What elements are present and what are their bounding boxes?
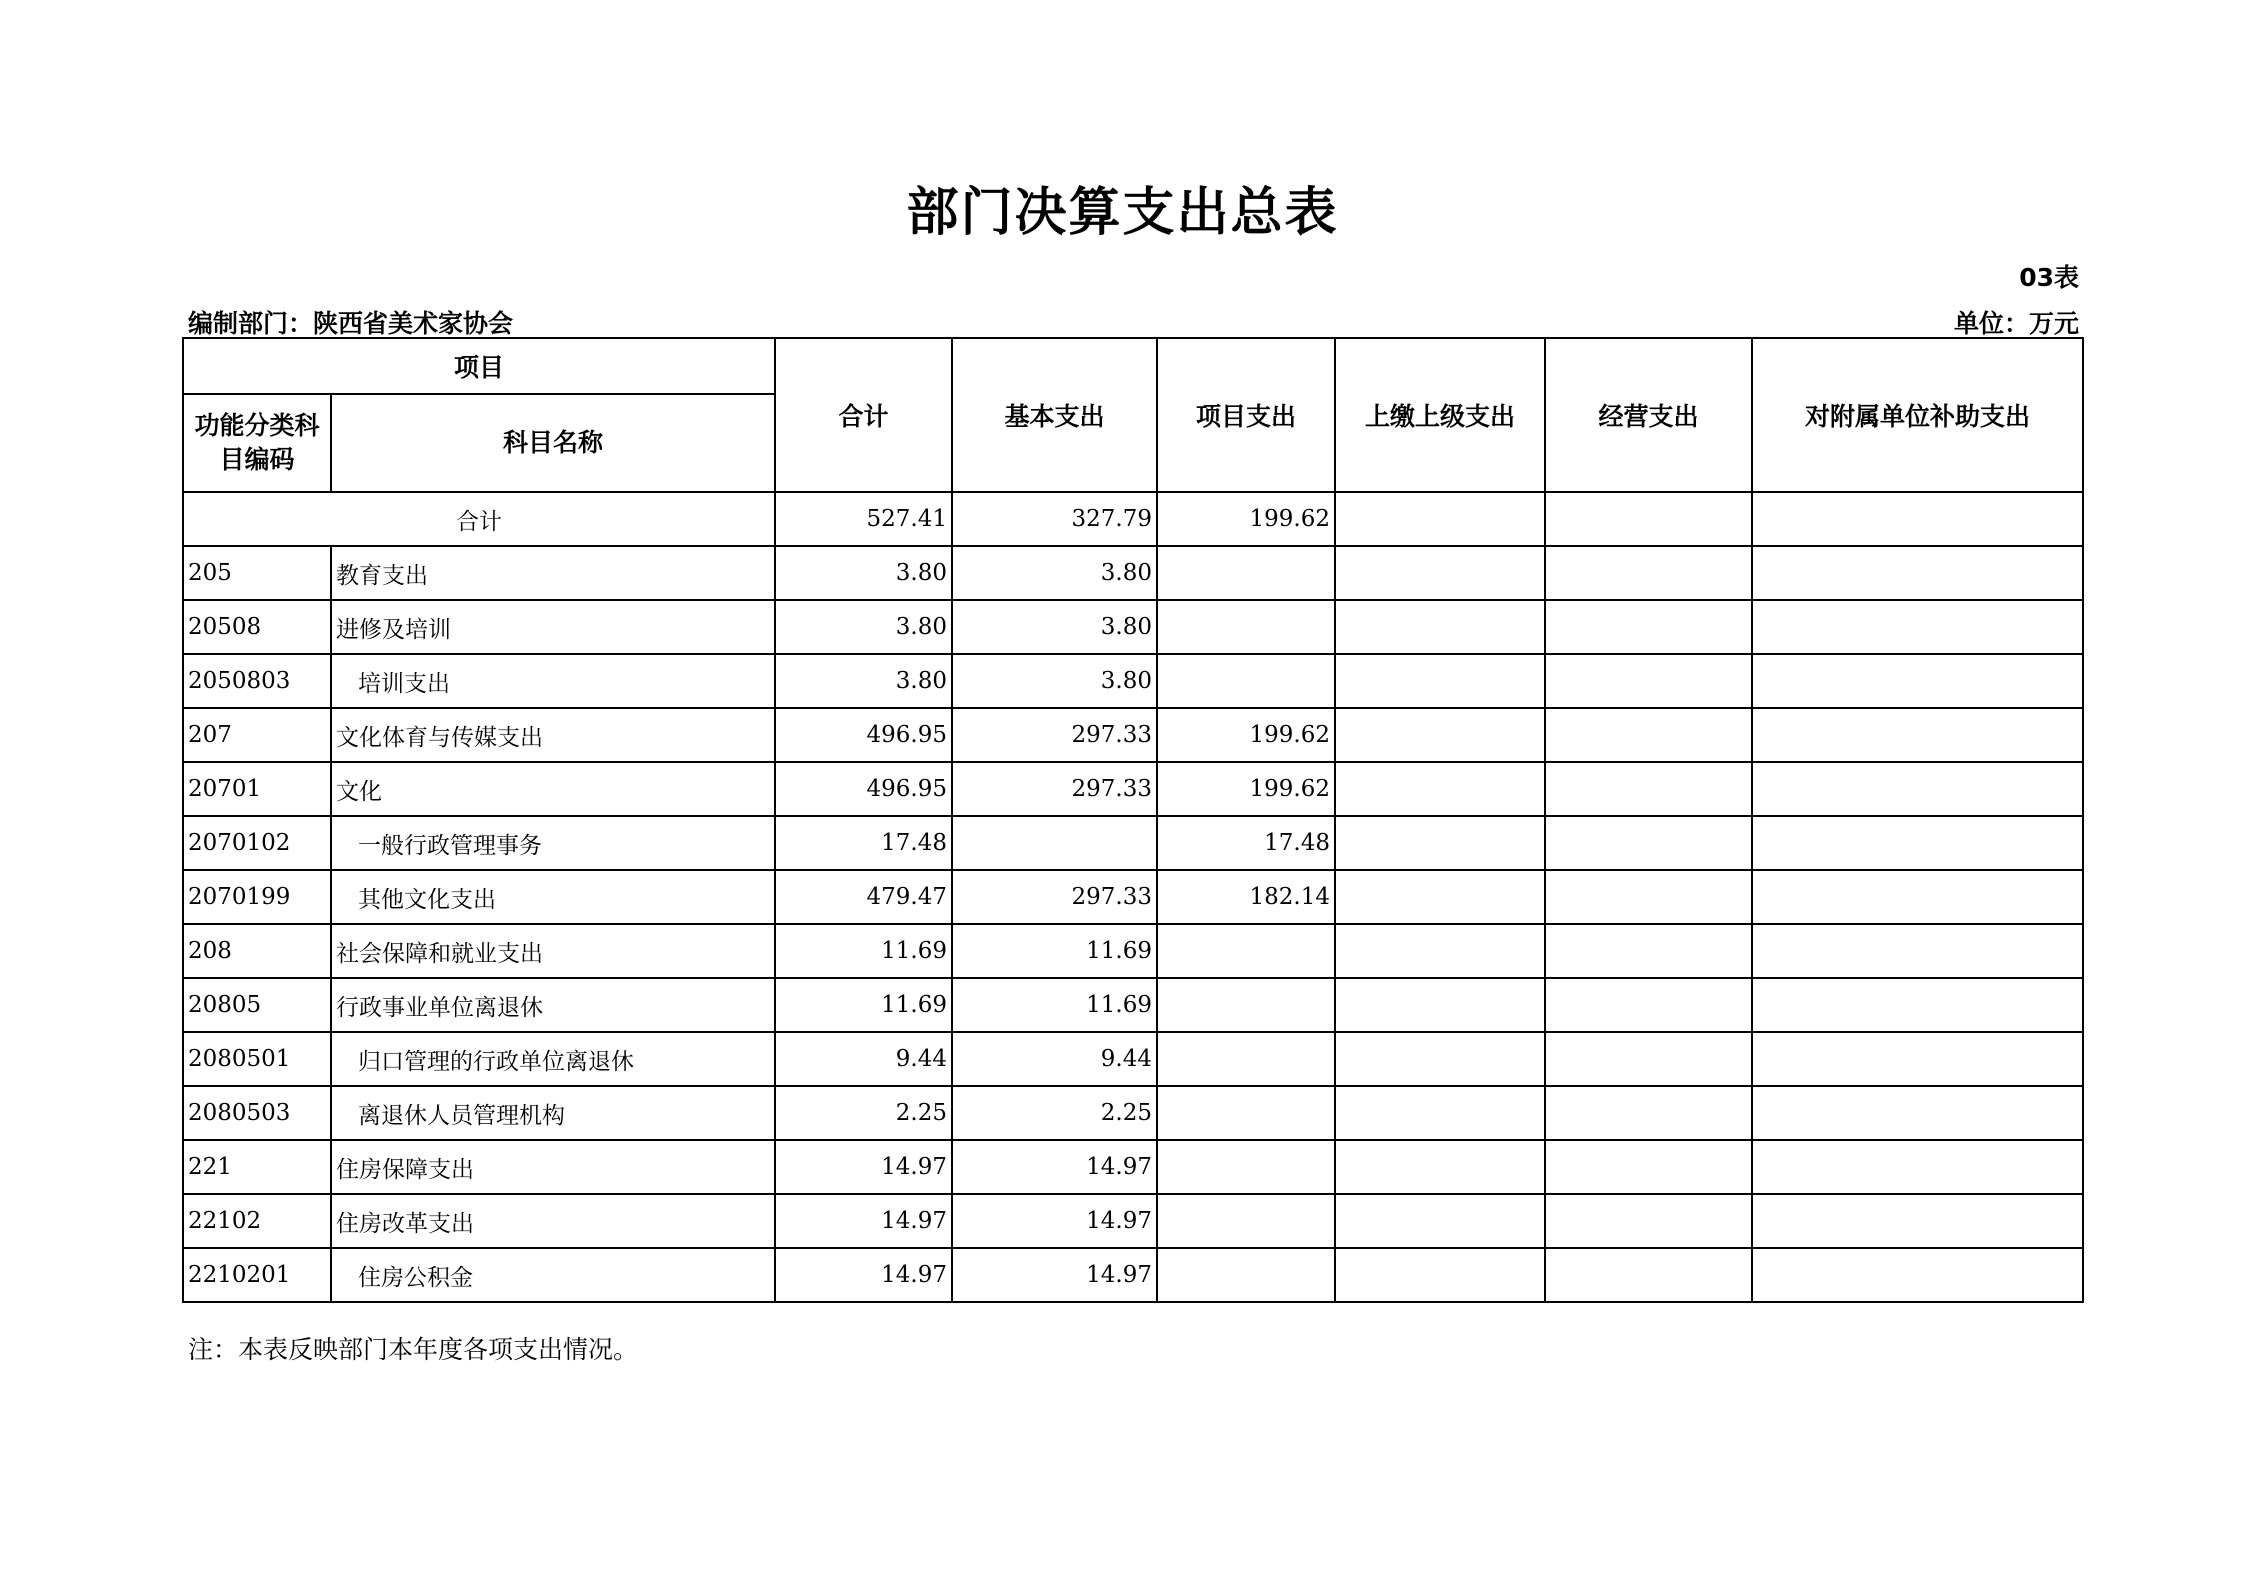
header-code: 功能分类科目编码: [183, 394, 331, 492]
row-subject-name-text: 住房公积金: [358, 1264, 473, 1291]
total-cell-upper: [1335, 492, 1545, 546]
row-cell-upper: [1335, 1140, 1545, 1194]
row-cell-basic: 14.97: [952, 1140, 1157, 1194]
row-cell-subsidy: [1752, 708, 2083, 762]
row-subject-name: [331, 762, 775, 816]
row-cell-basic: 11.69: [952, 978, 1157, 1032]
row-cell-business: [1545, 1032, 1752, 1086]
total-label: 合计: [183, 492, 775, 546]
table-body: [183, 492, 2083, 1302]
row-cell-business: [1545, 1140, 1752, 1194]
row-cell-total: 17.48: [775, 816, 952, 870]
row-cell-business: [1545, 762, 1752, 816]
row-cell-project: [1157, 978, 1335, 1032]
row-cell-total: 496.95: [775, 762, 952, 816]
row-cell-total: 3.80: [775, 600, 952, 654]
row-cell-project: [1157, 1032, 1335, 1086]
row-subject-name: [331, 978, 775, 1032]
row-cell-subsidy: [1752, 870, 2083, 924]
row-cell-subsidy: [1752, 1032, 2083, 1086]
table-row: [183, 924, 2083, 978]
row-cell-upper: [1335, 924, 1545, 978]
row-subject-name: [331, 654, 775, 708]
row-cell-project: [1157, 1140, 1335, 1194]
row-cell-project: [1157, 546, 1335, 600]
row-subject-name: [331, 1194, 775, 1248]
row-cell-subsidy: [1752, 1248, 2083, 1302]
row-cell-basic: 11.69: [952, 924, 1157, 978]
row-cell-project: 199.62: [1157, 762, 1335, 816]
row-cell-subsidy: [1752, 654, 2083, 708]
table-row: [183, 654, 2083, 708]
row-cell-business: [1545, 924, 1752, 978]
header-business: 经营支出: [1545, 338, 1752, 492]
row-cell-subsidy: [1752, 816, 2083, 870]
row-cell-upper: [1335, 1194, 1545, 1248]
row-code: 2080503: [183, 1086, 331, 1140]
row-cell-total: 3.80: [775, 654, 952, 708]
table-row: [183, 870, 2083, 924]
footnote: 注：本表反映部门本年度各项支出情况。: [188, 1335, 639, 1364]
row-cell-upper: [1335, 546, 1545, 600]
row-subject-name: [331, 870, 775, 924]
row-cell-business: [1545, 546, 1752, 600]
row-cell-project: [1157, 1248, 1335, 1302]
expenditure-table: [182, 337, 2084, 1303]
total-cell-subsidy: [1752, 492, 2083, 546]
header-subject: 科目名称: [331, 394, 775, 492]
row-code: 20805: [183, 978, 331, 1032]
row-subject-name-text: 其他文化支出: [358, 886, 496, 913]
row-subject-name: [331, 546, 775, 600]
row-subject-name-text: 住房保障支出: [336, 1156, 474, 1183]
row-code: 221: [183, 1140, 331, 1194]
row-subject-name: [331, 924, 775, 978]
table-header: [183, 338, 2083, 492]
row-cell-subsidy: [1752, 1194, 2083, 1248]
row-code: 2070102: [183, 816, 331, 870]
row-cell-project: 199.62: [1157, 708, 1335, 762]
row-cell-subsidy: [1752, 546, 2083, 600]
row-cell-business: [1545, 708, 1752, 762]
row-cell-basic: 9.44: [952, 1032, 1157, 1086]
row-code: 2080501: [183, 1032, 331, 1086]
row-subject-name: [331, 1140, 775, 1194]
row-code: 2210201: [183, 1248, 331, 1302]
header-upper-remittance: 上缴上级支出: [1335, 338, 1545, 492]
row-cell-business: [1545, 1086, 1752, 1140]
header-project-expenditure: 项目支出: [1157, 338, 1335, 492]
table-row: [183, 816, 2083, 870]
row-cell-total: 14.97: [775, 1248, 952, 1302]
row-subject-name: [331, 600, 775, 654]
row-subject-name: [331, 1248, 775, 1302]
row-cell-basic: 297.33: [952, 762, 1157, 816]
row-cell-project: [1157, 654, 1335, 708]
row-subject-name-text: 行政事业单位离退休: [336, 994, 543, 1021]
row-code: 22102: [183, 1194, 331, 1248]
unit-label: 单位：万元: [1953, 309, 2079, 338]
row-cell-basic: 3.80: [952, 654, 1157, 708]
row-cell-subsidy: [1752, 924, 2083, 978]
row-cell-upper: [1335, 870, 1545, 924]
row-subject-name-text: 住房改革支出: [336, 1210, 474, 1237]
row-cell-subsidy: [1752, 1086, 2083, 1140]
row-cell-project: [1157, 924, 1335, 978]
row-cell-project: [1157, 1194, 1335, 1248]
row-cell-upper: [1335, 1248, 1545, 1302]
table-row: [183, 546, 2083, 600]
page-title: 部门决算支出总表: [906, 183, 1339, 243]
row-subject-name: [331, 708, 775, 762]
row-subject-name-text: 培训支出: [358, 670, 450, 697]
row-cell-project: [1157, 600, 1335, 654]
row-cell-total: 14.97: [775, 1194, 952, 1248]
row-cell-business: [1545, 870, 1752, 924]
row-subject-name-text: 进修及培训: [336, 616, 451, 643]
row-cell-basic: 297.33: [952, 870, 1157, 924]
row-cell-total: 9.44: [775, 1032, 952, 1086]
row-cell-project: 17.48: [1157, 816, 1335, 870]
row-cell-basic: 14.97: [952, 1248, 1157, 1302]
row-cell-subsidy: [1752, 1140, 2083, 1194]
row-subject-name: [331, 1032, 775, 1086]
department-label: 编制部门：陕西省美术家协会: [188, 309, 514, 338]
row-cell-total: 496.95: [775, 708, 952, 762]
table-row: [183, 1140, 2083, 1194]
row-cell-upper: [1335, 654, 1545, 708]
row-subject-name-text: 文化: [336, 778, 382, 805]
row-cell-total: 479.47: [775, 870, 952, 924]
row-cell-upper: [1335, 762, 1545, 816]
row-cell-upper: [1335, 978, 1545, 1032]
row-cell-business: [1545, 654, 1752, 708]
row-cell-project: 182.14: [1157, 870, 1335, 924]
row-cell-total: 3.80: [775, 546, 952, 600]
row-code: 20701: [183, 762, 331, 816]
table-row: [183, 1194, 2083, 1248]
header-project: 项目: [183, 338, 775, 394]
table-row: [183, 762, 2083, 816]
header-basic: 基本支出: [952, 338, 1157, 492]
row-cell-business: [1545, 1248, 1752, 1302]
row-code: 207: [183, 708, 331, 762]
row-cell-total: 11.69: [775, 978, 952, 1032]
row-cell-total: 11.69: [775, 924, 952, 978]
total-cell-project: 199.62: [1157, 492, 1335, 546]
row-cell-business: [1545, 1194, 1752, 1248]
row-cell-basic: 3.80: [952, 600, 1157, 654]
row-cell-upper: [1335, 1086, 1545, 1140]
table-number: 03表: [2019, 263, 2079, 292]
total-cell-basic: 327.79: [952, 492, 1157, 546]
row-subject-name-text: 教育支出: [336, 562, 428, 589]
row-code: 205: [183, 546, 331, 600]
row-cell-total: 14.97: [775, 1140, 952, 1194]
table-row: [183, 1032, 2083, 1086]
row-cell-business: [1545, 600, 1752, 654]
row-cell-subsidy: [1752, 978, 2083, 1032]
total-cell-total: 527.41: [775, 492, 952, 546]
row-cell-business: [1545, 978, 1752, 1032]
row-cell-upper: [1335, 816, 1545, 870]
table-row: [183, 1086, 2083, 1140]
row-cell-upper: [1335, 600, 1545, 654]
row-code: 2050803: [183, 654, 331, 708]
row-cell-basic: 2.25: [952, 1086, 1157, 1140]
header-total: 合计: [775, 338, 952, 492]
row-cell-project: [1157, 1086, 1335, 1140]
row-subject-name-text: 文化体育与传媒支出: [336, 724, 543, 751]
row-subject-name-text: 社会保障和就业支出: [336, 940, 543, 967]
row-subject-name-text: 离退休人员管理机构: [358, 1102, 565, 1129]
row-cell-basic: 297.33: [952, 708, 1157, 762]
row-cell-basic: 3.80: [952, 546, 1157, 600]
row-subject-name-text: 归口管理的行政单位离退休: [358, 1048, 634, 1075]
row-code: 2070199: [183, 870, 331, 924]
row-code: 208: [183, 924, 331, 978]
row-cell-basic: [952, 816, 1157, 870]
row-subject-name: [331, 1086, 775, 1140]
row-cell-subsidy: [1752, 762, 2083, 816]
total-row: [183, 492, 2083, 546]
total-cell-business: [1545, 492, 1752, 546]
row-cell-basic: 14.97: [952, 1194, 1157, 1248]
header-subsidy: 对附属单位补助支出: [1752, 338, 2083, 492]
table-row: [183, 600, 2083, 654]
table-row: [183, 978, 2083, 1032]
row-cell-upper: [1335, 708, 1545, 762]
row-cell-business: [1545, 816, 1752, 870]
row-cell-total: 2.25: [775, 1086, 952, 1140]
row-subject-name-text: 一般行政管理事务: [358, 832, 542, 859]
row-cell-subsidy: [1752, 600, 2083, 654]
table-row: [183, 708, 2083, 762]
table-row: [183, 1248, 2083, 1302]
row-subject-name: [331, 816, 775, 870]
row-cell-upper: [1335, 1032, 1545, 1086]
row-code: 20508: [183, 600, 331, 654]
